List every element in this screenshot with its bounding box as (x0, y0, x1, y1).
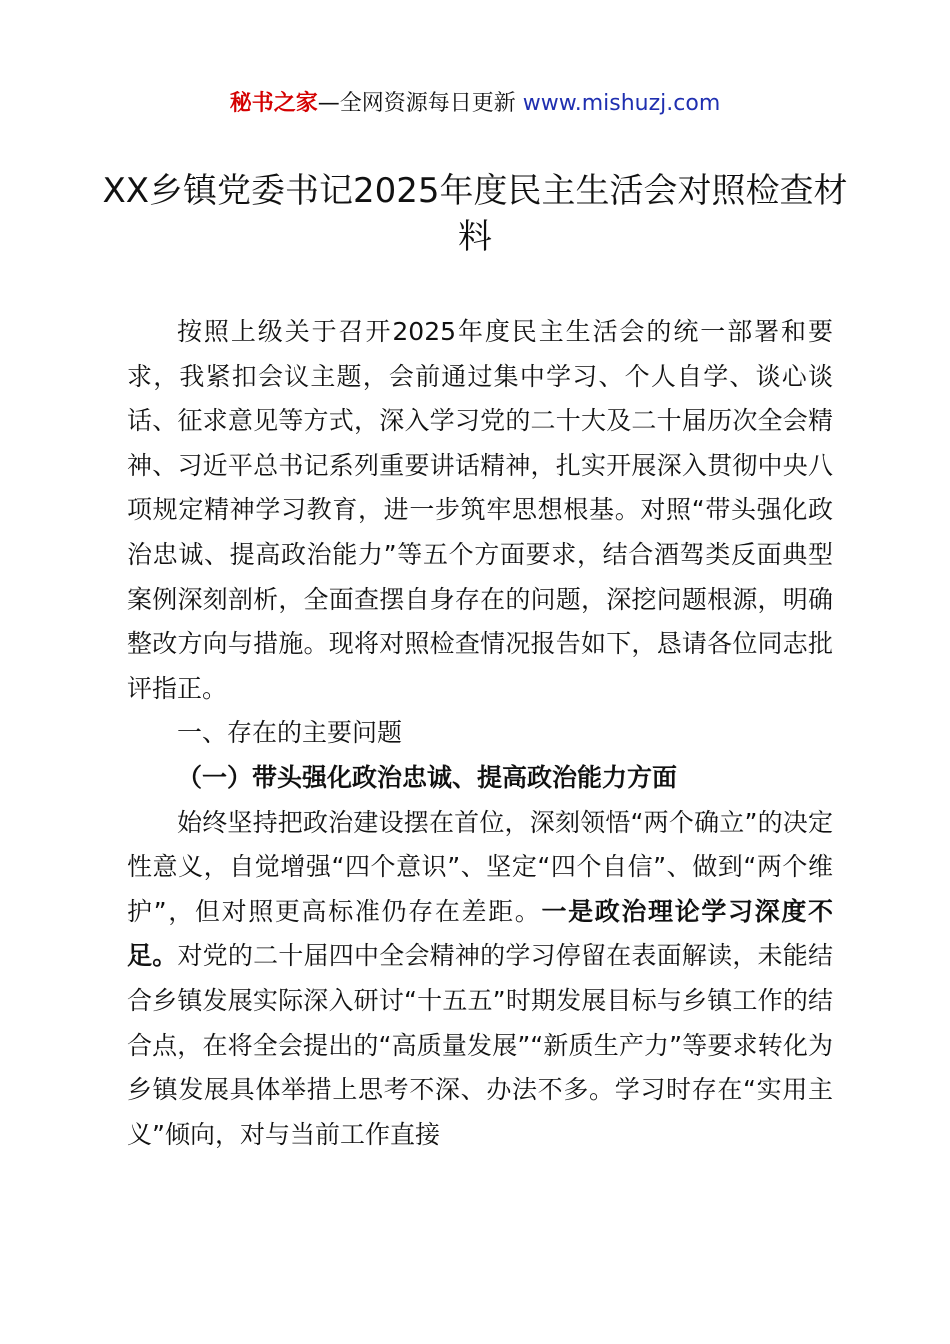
site-brand: 秘书之家 (229, 91, 318, 116)
site-tagline: —全网资源每日更新 (317, 91, 523, 116)
document-body (127, 310, 833, 1157)
site-header (0, 88, 950, 120)
intro-paragraph: 按照上级关于召开2025年度民主生活会的统一部署和要求，我紧扣会议主题，会前通过集中学习、个人自学、谈心谈话、征求意见等方式，深入学习党的二十大及二十届历次全会精神、习近平总书记系列重要讲话精神，扎实开展深入贯彻中央八项规定精神学习教育，进一步筑牢思想根基。对照“带头强化政治忠诚、提高政治能力”等五个方面要求，结合酒驾类反面典型案例深刻剖析，全面查摆自身存在的问题，深挖问题根源，明确整改方向与措施。现将对照检查情况报告如下，恳请各位同志批评指正。 (127, 317, 833, 703)
site-url-link[interactable]: www.mishuzj.com (522, 91, 721, 116)
section-heading: 一、存在的主要问题 (177, 718, 403, 748)
paragraph-rest: 对党的二十届四中全会精神的学习停留在表面解读，未能结合乡镇发展实际深入研讨“十五五”时期发展目标与乡镇工作的结合点，在将全会提出的“高质量发展”“新质生产力”等要求转化为乡镇发展具体举措上思考不深、办法不多。学习时存在“实用主义”倾向，对与当前工作直接 (127, 941, 833, 1149)
paragraph-bold-point: 一是政治理论学习深度不足。 (127, 896, 833, 971)
document-title: XX乡镇党委书记2025年度民主生活会对照检查材料 (102, 171, 848, 257)
body-paragraph (127, 801, 833, 1158)
subsection-heading: （一）带头强化政治忠诚、提高政治能力方面 (177, 762, 678, 792)
paragraph-start: 始终坚持把政治建设摆在首位，深刻领悟“两个确立”的决定性意义，自觉增强“四个意识”、坚定“四个自信”、做到“两个维护”，但对照更高标准仍存在差距。 (127, 807, 833, 926)
